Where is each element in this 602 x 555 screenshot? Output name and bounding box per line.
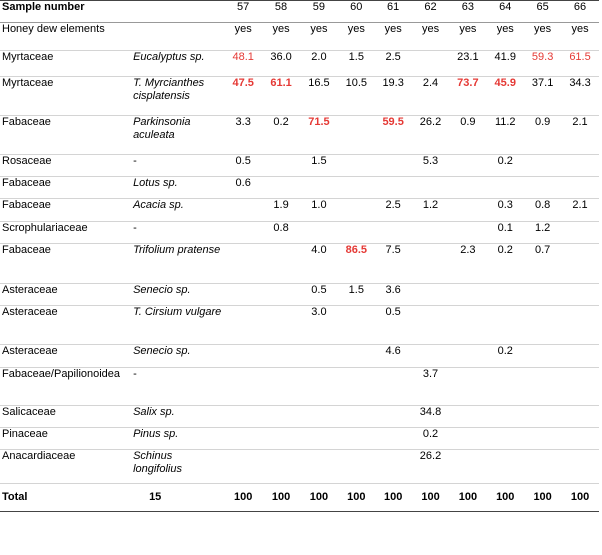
value-cell (486, 428, 524, 450)
genus-cell: Senecio sp. (131, 345, 224, 368)
value-cell (486, 306, 524, 345)
family-cell: Anacardiaceae (0, 450, 131, 484)
value-cell (375, 155, 412, 177)
value-cell (375, 368, 412, 406)
value-cell (486, 406, 524, 428)
value-cell (412, 244, 450, 284)
value-cell (300, 345, 338, 368)
genus-cell: Trifolium pratense (131, 244, 224, 284)
genus-cell: Eucalyptus sp. (131, 51, 224, 77)
total-cell: 100 (412, 484, 450, 512)
value-cell (262, 155, 300, 177)
value-cell (412, 177, 450, 199)
value-cell: 59.5 (375, 116, 412, 155)
genus-cell: Parkinsonia aculeata (131, 116, 224, 155)
value-cell (224, 306, 262, 345)
honey-dew-row (0, 23, 599, 51)
value-cell: 3.3 (224, 116, 262, 155)
table-row (0, 244, 599, 284)
honey-dew-cell: yes (300, 23, 338, 51)
value-cell: 19.3 (375, 77, 412, 116)
value-cell: 0.7 (524, 244, 561, 284)
total-cell: 100 (449, 484, 486, 512)
genus-cell: Lotus sp. (131, 177, 224, 199)
value-cell (449, 345, 486, 368)
value-cell (449, 450, 486, 484)
value-cell (486, 450, 524, 484)
value-cell (561, 406, 599, 428)
honey-dew-cell: yes (486, 23, 524, 51)
value-cell (524, 284, 561, 306)
value-cell (449, 368, 486, 406)
value-cell (300, 368, 338, 406)
value-cell: 1.2 (412, 199, 450, 222)
value-cell (412, 306, 450, 345)
honey-dew-cell: yes (412, 23, 450, 51)
value-cell: 0.2 (412, 428, 450, 450)
genus-cell: Salix sp. (131, 406, 224, 428)
value-cell (524, 155, 561, 177)
genus-cell: - (131, 222, 224, 244)
value-cell: 48.1 (224, 51, 262, 77)
value-cell (224, 450, 262, 484)
value-cell (338, 199, 375, 222)
table-row (0, 284, 599, 306)
value-cell: 0.8 (524, 199, 561, 222)
value-cell: 1.5 (338, 284, 375, 306)
family-cell: Myrtaceae (0, 77, 131, 116)
value-cell: 1.5 (338, 51, 375, 77)
value-cell (300, 177, 338, 199)
family-cell: Fabaceae (0, 177, 131, 199)
family-cell: Fabaceae (0, 116, 131, 155)
value-cell (486, 284, 524, 306)
table-row (0, 222, 599, 244)
value-cell: 0.9 (449, 116, 486, 155)
value-cell (338, 406, 375, 428)
value-cell (375, 177, 412, 199)
genus-cell: T. Myrcianthes cisplatensis (131, 77, 224, 116)
family-cell: Asteraceae (0, 345, 131, 368)
value-cell (449, 155, 486, 177)
value-cell (375, 450, 412, 484)
total-cell: 100 (338, 484, 375, 512)
value-cell: 7.5 (375, 244, 412, 284)
genus-cell: - (131, 368, 224, 406)
value-cell: 0.5 (224, 155, 262, 177)
value-cell (449, 177, 486, 199)
family-cell: Fabaceae/Papilionoidea (0, 368, 131, 406)
value-cell (300, 222, 338, 244)
value-cell: 61.1 (262, 77, 300, 116)
value-cell: 36.0 (262, 51, 300, 77)
value-cell: 0.2 (262, 116, 300, 155)
value-cell: 4.6 (375, 345, 412, 368)
table-row (0, 77, 599, 116)
value-cell (338, 177, 375, 199)
value-cell: 37.1 (524, 77, 561, 116)
genus-cell: T. Cirsium vulgare (131, 306, 224, 345)
value-cell: 0.6 (224, 177, 262, 199)
value-cell (412, 284, 450, 306)
value-cell (524, 450, 561, 484)
value-cell: 41.9 (486, 51, 524, 77)
value-cell (338, 155, 375, 177)
value-cell (524, 306, 561, 345)
family-cell: Asteraceae (0, 306, 131, 345)
value-cell (449, 199, 486, 222)
value-cell (561, 345, 599, 368)
total-cell: 100 (375, 484, 412, 512)
sample-col-header: 58 (262, 1, 300, 23)
value-cell: 71.5 (300, 116, 338, 155)
value-cell (300, 428, 338, 450)
value-cell: 2.3 (449, 244, 486, 284)
value-cell (300, 450, 338, 484)
total-cell: 100 (262, 484, 300, 512)
table-row (0, 368, 599, 406)
value-cell: 4.0 (300, 244, 338, 284)
table-row (0, 116, 599, 155)
value-cell (561, 284, 599, 306)
family-cell: Myrtaceae (0, 51, 131, 77)
value-cell (561, 428, 599, 450)
value-cell (449, 428, 486, 450)
value-cell: 0.2 (486, 244, 524, 284)
value-cell: 10.5 (338, 77, 375, 116)
value-cell (449, 306, 486, 345)
sample-col-header: 60 (338, 1, 375, 23)
value-cell: 0.5 (300, 284, 338, 306)
value-cell: 3.6 (375, 284, 412, 306)
value-cell (224, 199, 262, 222)
value-cell (338, 345, 375, 368)
honey-dew-label: Honey dew elements (0, 23, 224, 51)
honey-dew-cell: yes (224, 23, 262, 51)
value-cell (524, 177, 561, 199)
value-cell: 34.3 (561, 77, 599, 116)
value-cell (300, 406, 338, 428)
value-cell (338, 450, 375, 484)
value-cell (561, 368, 599, 406)
value-cell (224, 222, 262, 244)
honey-dew-cell: yes (375, 23, 412, 51)
value-cell: 47.5 (224, 77, 262, 116)
value-cell (561, 222, 599, 244)
honey-dew-cell: yes (449, 23, 486, 51)
table-row (0, 306, 599, 345)
total-count: 15 (131, 484, 224, 512)
table-row (0, 177, 599, 199)
value-cell (486, 368, 524, 406)
value-cell (224, 345, 262, 368)
value-cell: 0.8 (262, 222, 300, 244)
value-cell (561, 177, 599, 199)
value-cell (412, 51, 450, 77)
family-cell: Pinaceae (0, 428, 131, 450)
table-row (0, 155, 599, 177)
value-cell (224, 428, 262, 450)
sample-col-header: 57 (224, 1, 262, 23)
total-cell: 100 (300, 484, 338, 512)
sample-number-label: Sample number (0, 1, 224, 23)
value-cell: 16.5 (300, 77, 338, 116)
value-cell (449, 222, 486, 244)
value-cell (561, 450, 599, 484)
sample-col-header: 61 (375, 1, 412, 23)
value-cell: 1.0 (300, 199, 338, 222)
value-cell (338, 222, 375, 244)
value-cell (561, 244, 599, 284)
value-cell: 61.5 (561, 51, 599, 77)
value-cell: 2.5 (375, 51, 412, 77)
value-cell (262, 345, 300, 368)
value-cell (262, 284, 300, 306)
table-row (0, 450, 599, 484)
value-cell: 0.2 (486, 345, 524, 368)
total-cell: 100 (524, 484, 561, 512)
value-cell (338, 368, 375, 406)
value-cell: 26.2 (412, 450, 450, 484)
family-cell: Salicaceae (0, 406, 131, 428)
value-cell (561, 306, 599, 345)
honey-dew-cell: yes (338, 23, 375, 51)
value-cell (224, 368, 262, 406)
value-cell: 23.1 (449, 51, 486, 77)
total-cell: 100 (224, 484, 262, 512)
table-row (0, 428, 599, 450)
value-cell: 2.1 (561, 116, 599, 155)
value-cell (262, 368, 300, 406)
family-cell: Rosaceae (0, 155, 131, 177)
value-cell (262, 306, 300, 345)
family-cell: Fabaceae (0, 244, 131, 284)
value-cell (524, 368, 561, 406)
total-row (0, 484, 599, 512)
genus-cell: Senecio sp. (131, 284, 224, 306)
value-cell (486, 177, 524, 199)
value-cell (224, 406, 262, 428)
value-cell (224, 284, 262, 306)
value-cell (338, 428, 375, 450)
sample-col-header: 65 (524, 1, 561, 23)
value-cell (338, 306, 375, 345)
value-cell: 1.5 (300, 155, 338, 177)
sample-col-header: 64 (486, 1, 524, 23)
value-cell: 59.3 (524, 51, 561, 77)
genus-cell: Pinus sp. (131, 428, 224, 450)
value-cell (449, 406, 486, 428)
value-cell: 1.2 (524, 222, 561, 244)
value-cell (375, 428, 412, 450)
family-cell: Asteraceae (0, 284, 131, 306)
value-cell (224, 244, 262, 284)
header-row (0, 1, 599, 23)
value-cell: 2.0 (300, 51, 338, 77)
value-cell: 0.5 (375, 306, 412, 345)
value-cell (375, 406, 412, 428)
value-cell: 26.2 (412, 116, 450, 155)
value-cell: 5.3 (412, 155, 450, 177)
honey-dew-cell: yes (561, 23, 599, 51)
value-cell (262, 428, 300, 450)
value-cell: 34.8 (412, 406, 450, 428)
family-cell: Fabaceae (0, 199, 131, 222)
genus-cell: - (131, 155, 224, 177)
table-row (0, 199, 599, 222)
value-cell (449, 284, 486, 306)
value-cell: 0.3 (486, 199, 524, 222)
sample-col-header: 62 (412, 1, 450, 23)
value-cell (262, 406, 300, 428)
table-row (0, 406, 599, 428)
total-cell: 100 (486, 484, 524, 512)
sample-col-header: 66 (561, 1, 599, 23)
value-cell: 2.5 (375, 199, 412, 222)
value-cell (561, 155, 599, 177)
genus-cell: Schinus longifolius (131, 450, 224, 484)
value-cell (412, 345, 450, 368)
value-cell: 11.2 (486, 116, 524, 155)
value-cell: 1.9 (262, 199, 300, 222)
sample-col-header: 59 (300, 1, 338, 23)
value-cell (524, 406, 561, 428)
sample-col-header: 63 (449, 1, 486, 23)
value-cell (375, 222, 412, 244)
value-cell (524, 345, 561, 368)
value-cell: 0.9 (524, 116, 561, 155)
honey-dew-cell: yes (262, 23, 300, 51)
value-cell: 3.0 (300, 306, 338, 345)
value-cell: 0.2 (486, 155, 524, 177)
table-row (0, 345, 599, 368)
honey-dew-cell: yes (524, 23, 561, 51)
value-cell: 2.1 (561, 199, 599, 222)
value-cell: 73.7 (449, 77, 486, 116)
value-cell (262, 450, 300, 484)
value-cell: 86.5 (338, 244, 375, 284)
table-row (0, 51, 599, 77)
value-cell: 2.4 (412, 77, 450, 116)
value-cell: 45.9 (486, 77, 524, 116)
value-cell (524, 428, 561, 450)
value-cell: 0.1 (486, 222, 524, 244)
total-cell: 100 (561, 484, 599, 512)
genus-cell: Acacia sp. (131, 199, 224, 222)
total-label: Total (0, 484, 131, 512)
value-cell (412, 222, 450, 244)
value-cell (262, 244, 300, 284)
family-cell: Scrophulariaceae (0, 222, 131, 244)
value-cell: 3.7 (412, 368, 450, 406)
value-cell (338, 116, 375, 155)
value-cell (262, 177, 300, 199)
